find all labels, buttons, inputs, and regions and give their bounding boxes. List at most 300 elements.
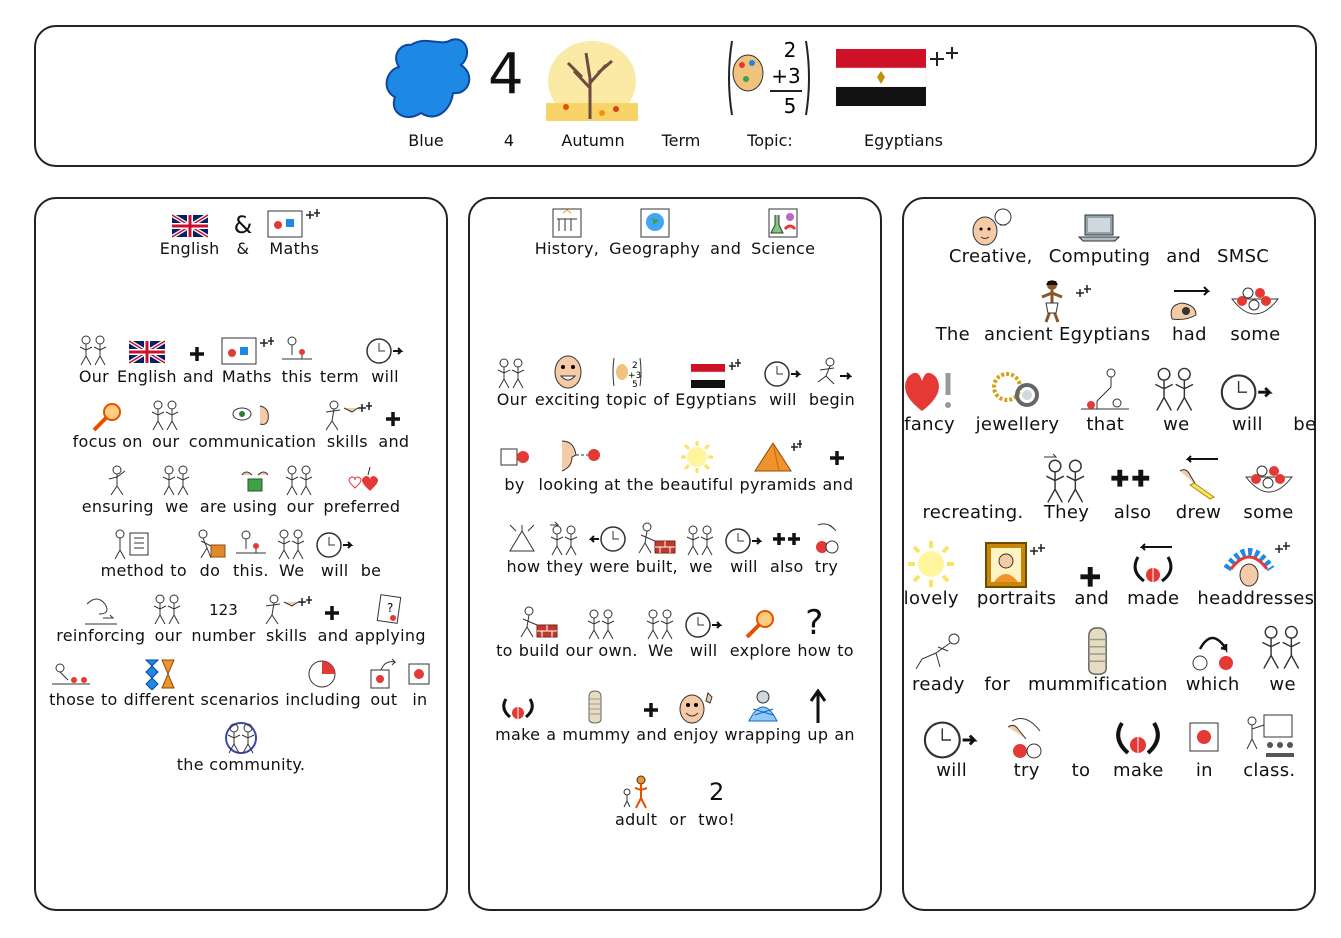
word-label: and bbox=[378, 432, 410, 451]
ancient-egyptian-icon bbox=[1032, 279, 1102, 325]
topic-number-1: 2 bbox=[783, 38, 797, 62]
symbol-word-cell bbox=[763, 354, 803, 410]
word-label: for bbox=[984, 674, 1011, 695]
word-label: ancient Egyptians bbox=[983, 324, 1151, 345]
word-label: headdresses bbox=[1197, 588, 1315, 609]
plus-icon bbox=[385, 400, 403, 432]
word-label: explore bbox=[729, 641, 792, 660]
applying-icon bbox=[373, 594, 407, 626]
symbol-word-cell bbox=[834, 689, 855, 745]
also-icon bbox=[772, 521, 802, 557]
applying-question-mark: ? bbox=[387, 601, 394, 615]
blank-space bbox=[963, 453, 983, 503]
skills-icon bbox=[322, 400, 372, 432]
looking-at-icon bbox=[558, 439, 602, 475]
symbol-word-cell bbox=[673, 689, 718, 745]
drew-pencil-icon bbox=[1174, 453, 1224, 503]
heading-maths bbox=[266, 207, 322, 259]
blank-space bbox=[633, 439, 647, 475]
word-label: will bbox=[1231, 414, 1263, 435]
try-icon bbox=[1002, 711, 1052, 761]
english-maths-panel bbox=[34, 197, 448, 911]
blank-space bbox=[992, 625, 1002, 675]
clock-future-icon bbox=[1219, 367, 1275, 415]
symbol-word-cell bbox=[149, 400, 183, 452]
heading-amp bbox=[234, 209, 253, 259]
skills-icon bbox=[262, 594, 312, 626]
word-label: We bbox=[279, 561, 305, 580]
word-label: to bbox=[1071, 760, 1091, 781]
symbol-word-cell bbox=[1110, 711, 1166, 781]
blank-space bbox=[716, 207, 736, 239]
symbol-word-cell bbox=[810, 521, 844, 577]
symbol-word-cell bbox=[355, 594, 426, 646]
sentence-line bbox=[36, 529, 446, 581]
clock-future-icon bbox=[365, 335, 405, 367]
symbol-word-cell bbox=[1174, 453, 1224, 523]
word-label: we bbox=[1269, 674, 1296, 695]
word-label: ready bbox=[912, 674, 965, 695]
topic-number-2: +3 bbox=[771, 64, 801, 88]
word-label: and bbox=[317, 626, 349, 645]
symbol-word-cell bbox=[283, 465, 317, 517]
word-label: an bbox=[834, 725, 855, 744]
class-name-label: Blue bbox=[408, 131, 444, 150]
symbol-word-cell bbox=[1166, 207, 1201, 267]
symbol-word-cell bbox=[562, 689, 630, 745]
symbol-word-cell bbox=[101, 658, 118, 710]
symbol-word-cell bbox=[949, 207, 1033, 267]
symbol-word-cell bbox=[189, 400, 317, 452]
in-icon bbox=[1186, 711, 1222, 761]
word-label: and bbox=[1074, 588, 1110, 609]
people-icon bbox=[151, 594, 185, 626]
word-label: the bbox=[626, 475, 654, 494]
blank-space bbox=[656, 354, 666, 390]
symbol-word-cell bbox=[724, 521, 764, 577]
blank-space bbox=[1297, 367, 1313, 415]
word-label: our own. bbox=[565, 641, 638, 660]
symbol-word-cell bbox=[495, 689, 540, 745]
symbol-word-cell bbox=[636, 689, 667, 745]
heading-english bbox=[160, 209, 220, 259]
out-icon bbox=[367, 658, 401, 690]
symbol-word-cell bbox=[669, 774, 686, 830]
word-label: applying bbox=[354, 626, 426, 645]
word-label: we bbox=[1163, 414, 1190, 435]
sentence-line bbox=[36, 335, 446, 387]
symbol-word-cell bbox=[984, 625, 1010, 695]
symbol-word-cell bbox=[1028, 625, 1168, 695]
word-label: & bbox=[236, 239, 250, 258]
symbol-word-cell bbox=[318, 594, 349, 646]
word-label: wrapping bbox=[724, 725, 802, 744]
mummy-icon bbox=[1083, 625, 1113, 675]
creative-idea-icon bbox=[969, 207, 1013, 247]
uk-flag-icon bbox=[172, 209, 208, 239]
symbol-word-cell bbox=[730, 605, 792, 661]
symbol-word-cell bbox=[546, 689, 556, 745]
symbol-word-cell bbox=[320, 335, 359, 387]
maths-icon bbox=[220, 335, 274, 367]
word-label: our bbox=[154, 626, 183, 645]
symbol-word-cell bbox=[275, 529, 309, 581]
symbol-word-cell bbox=[315, 529, 355, 581]
symbol-word-cell bbox=[684, 605, 724, 661]
symbol-word-cell bbox=[101, 529, 165, 581]
blank-space bbox=[329, 335, 349, 367]
symbol-word-cell bbox=[922, 711, 982, 781]
symbol-word-cell bbox=[535, 354, 600, 410]
method-icon bbox=[112, 529, 152, 561]
symbol-word-cell bbox=[535, 207, 599, 259]
symbol-word-cell bbox=[1042, 453, 1092, 523]
up-arrow-icon bbox=[808, 689, 828, 725]
symbol-word-cell bbox=[1110, 453, 1156, 523]
word-label: how bbox=[797, 641, 832, 660]
symbol-word-cell bbox=[589, 521, 629, 577]
blank-space bbox=[172, 529, 186, 561]
symbol-word-cell bbox=[904, 539, 959, 609]
creative-computing-smsc-panel bbox=[902, 197, 1316, 911]
uk-flag-icon bbox=[129, 335, 165, 367]
blank-space bbox=[1179, 207, 1189, 247]
word-label: pyramids bbox=[739, 475, 817, 494]
symbol-word-cell bbox=[609, 207, 700, 259]
sentence-line bbox=[36, 207, 446, 259]
by-icon bbox=[497, 439, 533, 475]
blank-space bbox=[840, 689, 850, 725]
word-label: were bbox=[589, 557, 630, 576]
blank-space bbox=[364, 529, 378, 561]
word-label: out bbox=[370, 690, 398, 709]
word-label: a bbox=[546, 725, 557, 744]
headdress-icon bbox=[1219, 539, 1293, 589]
symbol-word-cell bbox=[1151, 367, 1201, 435]
word-label: in bbox=[1195, 760, 1213, 781]
autumn-tree-icon bbox=[546, 33, 638, 121]
word-label: we bbox=[165, 497, 189, 516]
topic-icon bbox=[724, 35, 814, 121]
word-label: some bbox=[1243, 502, 1294, 523]
symbol-word-cell bbox=[684, 521, 718, 577]
make-icon bbox=[1110, 711, 1166, 761]
symbol-word-cell bbox=[837, 605, 854, 661]
blank-space bbox=[203, 465, 223, 497]
word-label: different bbox=[123, 690, 195, 709]
symbol-word-cell bbox=[200, 465, 227, 517]
question-mark-symbol: ? bbox=[805, 603, 824, 643]
word-label: Science bbox=[751, 239, 816, 258]
in-icon bbox=[407, 658, 433, 690]
plus-icon bbox=[324, 594, 342, 626]
blank-space bbox=[673, 774, 683, 810]
word-label: drew bbox=[1175, 502, 1222, 523]
symbol-word-cell bbox=[365, 335, 405, 387]
word-label: by bbox=[504, 475, 525, 494]
symbol-word-cell bbox=[1186, 625, 1240, 695]
this-icon bbox=[280, 335, 314, 367]
ready-icon bbox=[910, 625, 966, 675]
number-123-symbol: 123 bbox=[209, 601, 238, 619]
word-label: class. bbox=[1243, 760, 1296, 781]
year-number-symbol: 4 bbox=[488, 42, 524, 107]
symbol-word-cell bbox=[644, 605, 678, 661]
people-icon bbox=[644, 605, 678, 641]
symbol-word-cell bbox=[201, 658, 280, 710]
word-label: using bbox=[232, 497, 278, 516]
sentence-line bbox=[470, 439, 880, 495]
some-bowl-icon bbox=[1228, 279, 1282, 325]
symbol-word-cell bbox=[220, 335, 274, 387]
word-label: method bbox=[100, 561, 165, 580]
word-label: will bbox=[371, 367, 399, 386]
symbol-word-cell bbox=[1217, 207, 1269, 267]
symbol-word-cell bbox=[1242, 453, 1296, 523]
word-label: or bbox=[669, 810, 687, 829]
symbol-word-cell bbox=[77, 335, 111, 387]
word-label: fancy bbox=[904, 414, 955, 435]
symbol-word-cell bbox=[1164, 279, 1214, 345]
people-icon bbox=[585, 605, 619, 641]
word-label: also bbox=[769, 557, 804, 576]
preferred-heart-icon bbox=[342, 465, 382, 497]
word-label: beautiful bbox=[659, 475, 734, 494]
symbol-word-cell bbox=[1049, 207, 1151, 267]
word-label: communication bbox=[188, 432, 317, 451]
those-icon bbox=[50, 658, 94, 690]
symbol-word-cell bbox=[910, 625, 966, 695]
symbol-word-cell bbox=[1219, 367, 1275, 435]
people-icon bbox=[283, 465, 317, 497]
class-icon bbox=[1242, 711, 1296, 761]
word-label: to bbox=[100, 690, 118, 709]
symbol-word-cell bbox=[936, 279, 970, 345]
word-label: will bbox=[769, 390, 797, 409]
topic-label: Topic: bbox=[747, 131, 793, 150]
symbol-word-cell bbox=[506, 521, 540, 577]
word-label: Maths bbox=[221, 367, 272, 386]
symbol-word-cell bbox=[73, 400, 143, 452]
topic-value: Egyptians bbox=[864, 131, 943, 150]
word-label: enjoy bbox=[673, 725, 719, 744]
symbol-word-cell bbox=[566, 605, 638, 661]
word-label: History, bbox=[534, 239, 600, 258]
symbol-word-cell bbox=[740, 439, 817, 495]
ensuring-icon bbox=[101, 465, 135, 497]
word-label: Our bbox=[496, 390, 527, 409]
symbol-word-cell bbox=[49, 658, 95, 710]
sentence-line bbox=[36, 594, 446, 646]
symbol-word-cell bbox=[976, 367, 1060, 435]
blue-splash-icon bbox=[381, 35, 476, 125]
word-label: focus on bbox=[72, 432, 143, 451]
lovely-sun-icon bbox=[906, 539, 956, 589]
word-label: are bbox=[199, 497, 227, 516]
word-label: and bbox=[182, 367, 214, 386]
word-label: skills bbox=[266, 626, 308, 645]
sentence-line bbox=[36, 658, 446, 710]
blank-space bbox=[233, 658, 247, 690]
word-label: of bbox=[653, 390, 670, 409]
symbol-word-cell bbox=[660, 439, 734, 495]
symbol-word-cell bbox=[262, 594, 312, 646]
people-icon bbox=[149, 400, 183, 432]
word-label: preferred bbox=[323, 497, 401, 516]
word-label: We bbox=[648, 641, 674, 660]
number-two-symbol: 2 bbox=[709, 778, 725, 806]
word-label: Geography bbox=[609, 239, 701, 258]
people-icon bbox=[275, 529, 309, 561]
symbol-word-cell bbox=[710, 207, 741, 259]
begin-icon bbox=[812, 354, 852, 390]
symbol-word-cell bbox=[539, 439, 621, 495]
symbol-word-cell bbox=[1242, 711, 1296, 781]
geography-globe-icon bbox=[637, 207, 673, 239]
symbol-word-cell bbox=[606, 354, 647, 410]
sentence-line bbox=[470, 689, 880, 745]
word-label: and bbox=[1166, 246, 1202, 267]
try-icon bbox=[810, 521, 844, 557]
they-icon bbox=[548, 521, 582, 557]
word-label: and bbox=[710, 239, 742, 258]
symbol-word-cell bbox=[1197, 539, 1314, 609]
word-label: jewellery bbox=[975, 414, 1060, 435]
symbol-word-cell bbox=[653, 354, 669, 410]
sentence-line bbox=[904, 711, 1314, 781]
they-icon bbox=[1042, 453, 1092, 503]
ampersand-symbol: & bbox=[233, 211, 253, 239]
plus-icon bbox=[829, 439, 847, 475]
word-label: English bbox=[159, 239, 220, 258]
symbol-word-cell bbox=[984, 279, 1150, 345]
plus-icon bbox=[189, 335, 207, 367]
people-icon bbox=[77, 335, 111, 367]
symbol-word-cell bbox=[124, 658, 195, 710]
symbol-word-cell bbox=[285, 658, 361, 710]
people-icon bbox=[160, 465, 194, 497]
word-label: make bbox=[495, 725, 541, 744]
sentence-line bbox=[470, 354, 880, 410]
maths-icon bbox=[266, 207, 322, 239]
word-label: will bbox=[936, 760, 968, 781]
sentence-line bbox=[904, 279, 1314, 345]
word-label: Egyptians bbox=[675, 390, 757, 409]
word-label: mummy bbox=[562, 725, 631, 744]
word-label: They bbox=[1043, 502, 1090, 523]
word-label: reinforcing bbox=[56, 626, 146, 645]
blank-space bbox=[1238, 207, 1248, 247]
clock-future-icon bbox=[763, 354, 803, 390]
symbol-word-cell bbox=[495, 354, 529, 410]
sentence-line bbox=[904, 453, 1314, 523]
season-label: Autumn bbox=[561, 131, 625, 150]
magnifier-icon bbox=[88, 400, 128, 432]
word-label: the community. bbox=[176, 755, 306, 774]
sentence-line bbox=[470, 521, 880, 577]
plus-icon bbox=[643, 689, 661, 725]
word-label: Computing bbox=[1048, 246, 1151, 267]
word-label: and bbox=[822, 475, 854, 494]
symbol-word-cell bbox=[1074, 539, 1109, 609]
word-label: adult bbox=[614, 810, 658, 829]
blank-space bbox=[499, 605, 509, 641]
plus-icon bbox=[1079, 539, 1105, 589]
blank-space bbox=[102, 658, 116, 690]
symbol-word-cell bbox=[193, 529, 227, 581]
word-label: try bbox=[814, 557, 839, 576]
word-label: which bbox=[1185, 674, 1240, 695]
symbol-word-cell bbox=[724, 689, 801, 745]
word-label: they bbox=[546, 557, 584, 576]
word-label: this bbox=[281, 367, 313, 386]
symbol-word-cell bbox=[923, 453, 1024, 523]
word-label: had bbox=[1172, 324, 1207, 345]
word-label: to bbox=[170, 561, 187, 580]
sentence-line bbox=[904, 625, 1314, 695]
symbol-word-cell bbox=[1293, 367, 1316, 435]
word-label: those bbox=[49, 690, 95, 709]
symbol-word-cell bbox=[117, 335, 177, 387]
this-icon bbox=[234, 529, 268, 561]
built-icon bbox=[637, 521, 677, 557]
symbol-word-cell bbox=[497, 439, 533, 495]
word-label: be bbox=[360, 561, 382, 580]
history-geography-science-panel bbox=[468, 197, 882, 911]
word-label: portraits bbox=[976, 588, 1057, 609]
sentence-line bbox=[36, 400, 446, 452]
word-label: will bbox=[320, 561, 349, 580]
adult-child-icon bbox=[619, 774, 653, 810]
had-icon bbox=[1164, 279, 1214, 325]
sentence-line bbox=[36, 465, 446, 517]
sentence-line bbox=[904, 367, 1317, 435]
symbol-word-cell bbox=[698, 774, 735, 830]
symbol-word-cell bbox=[1002, 711, 1052, 781]
symbol-word-cell bbox=[82, 465, 154, 517]
blank-space bbox=[546, 689, 556, 725]
symbol-word-cell bbox=[233, 529, 269, 581]
fancy-heart-icon bbox=[902, 367, 958, 415]
different-icon bbox=[142, 658, 176, 690]
jewellery-icon bbox=[989, 367, 1045, 415]
symbol-word-cell bbox=[56, 594, 145, 646]
blank-space bbox=[1076, 711, 1086, 761]
symbol-word-cell bbox=[1258, 625, 1308, 695]
symbol-word-cell bbox=[361, 529, 382, 581]
people-icon bbox=[495, 354, 529, 390]
symbol-word-cell bbox=[807, 689, 828, 745]
build-icon bbox=[519, 605, 559, 641]
science-icon bbox=[765, 207, 801, 239]
word-label: mummification bbox=[1028, 674, 1168, 695]
that-icon bbox=[1077, 367, 1133, 415]
mini-topic-number-3: 5 bbox=[631, 380, 638, 390]
word-label: Our bbox=[78, 367, 110, 386]
symbol-word-cell bbox=[151, 594, 185, 646]
word-label: made bbox=[1127, 588, 1180, 609]
symbol-word-cell bbox=[183, 335, 214, 387]
including-icon bbox=[306, 658, 340, 690]
word-label: built, bbox=[635, 557, 678, 576]
symbol-word-cell bbox=[809, 354, 855, 410]
wrapping-icon bbox=[743, 689, 783, 725]
symbol-word-cell bbox=[546, 521, 583, 577]
term-label: Term bbox=[661, 131, 701, 150]
also-icon bbox=[1110, 453, 1156, 503]
word-label: term bbox=[319, 367, 360, 386]
portrait-icon bbox=[982, 539, 1052, 589]
